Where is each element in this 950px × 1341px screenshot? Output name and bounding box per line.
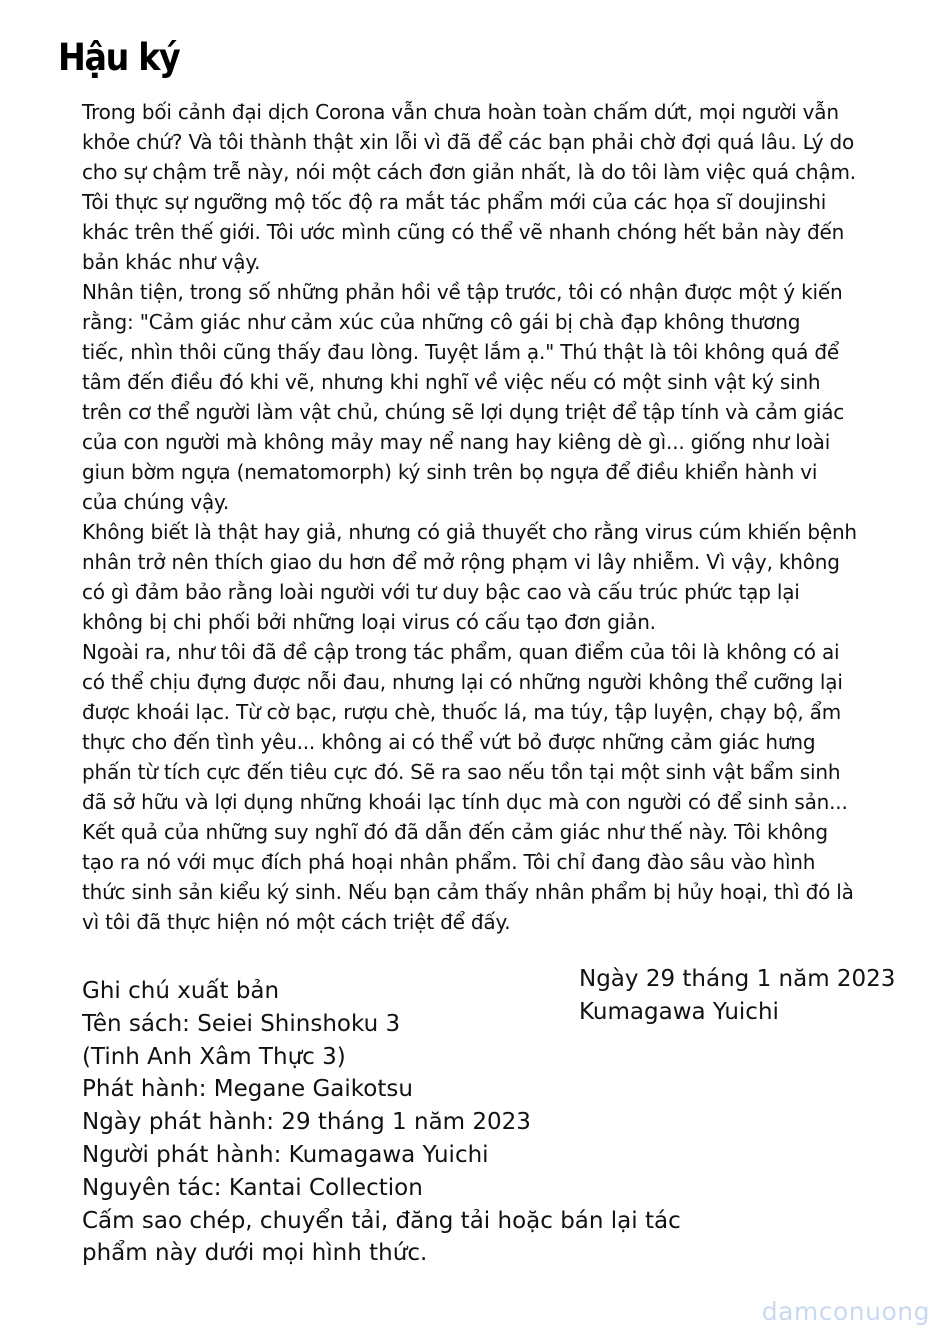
body-line: Kết quả của những suy nghĩ đó đã dẫn đến cảm giác như thế này. Tôi không bbox=[82, 820, 828, 844]
watermark: damconuong bbox=[761, 1297, 930, 1326]
notes-line: Người phát hành: Kumagawa Yuichi bbox=[82, 1141, 489, 1168]
body-line: bản khác như vậy. bbox=[82, 250, 261, 274]
body-line: Ngoài ra, như tôi đã đề cập trong tác phẩm, quan điểm của tôi là không có ai bbox=[82, 640, 840, 664]
body-line: có thể chịu đựng được nỗi đau, nhưng lại có những người không thể cưỡng lại bbox=[82, 670, 843, 694]
notes-line: Phát hành: Megane Gaikotsu bbox=[82, 1076, 413, 1103]
body-line: phấn từ tích cực đến tiêu cực đó. Sẽ ra sao nếu tồn tại một sinh vật bẩm sinh bbox=[82, 760, 841, 784]
body-line: rằng: "Cảm giác như cảm xúc của những cô gái bị chà đạp không thương bbox=[82, 310, 801, 334]
body-line: nhân trở nên thích giao du hơn để mở rộng phạm vi lây nhiễm. Vì vậy, không bbox=[82, 550, 840, 574]
body-line: của con người mà không mảy may nể nang hay kiêng dè gì... giống như loài bbox=[82, 430, 831, 454]
body-line: không bị chi phối bởi những loại virus có cấu tạo đơn giản. bbox=[82, 610, 656, 634]
body-line: giun bờm ngựa (nematomorph) ký sinh trên bọ ngựa để điều khiển hành vi bbox=[82, 460, 818, 484]
page-title: Hậu ký bbox=[58, 36, 180, 79]
body-line: vì tôi đã thực hiện nó một cách triệt để đấy. bbox=[82, 910, 511, 934]
body-line: trên cơ thể người làm vật chủ, chúng sẽ lợi dụng triệt để tập tính và cảm giác bbox=[82, 400, 845, 424]
body-line: thực cho đến tình yêu... không ai có thể vứt bỏ được những cảm giác hưng bbox=[82, 730, 816, 754]
afterword-body bbox=[82, 97, 912, 937]
body-line: khác trên thế giới. Tôi ước mình cũng có thể vẽ nhanh chóng hết bản này đến bbox=[82, 220, 845, 244]
notes-line: Ngày phát hành: 29 tháng 1 năm 2023 bbox=[82, 1109, 531, 1136]
body-line: thức sinh sản kiểu ký sinh. Nếu bạn cảm thấy nhân phẩm bị hủy hoại, thì đó là bbox=[82, 880, 854, 904]
body-line: cho sự chậm trễ này, nói một cách đơn giản nhất, là do tôi làm việc quá chậm. bbox=[82, 160, 856, 184]
body-line: đã sở hữu và lợi dụng những khoái lạc tính dục mà con người có để sinh sản... bbox=[82, 790, 848, 814]
notes-line: (Tinh Anh Xâm Thực 3) bbox=[82, 1043, 346, 1070]
publication-notes bbox=[82, 975, 681, 1270]
signature-date: Ngày 29 tháng 1 năm 2023 bbox=[579, 966, 896, 992]
notes-line: Tên sách: Seiei Shinshoku 3 bbox=[82, 1010, 401, 1037]
body-line: tâm đến điều đó khi vẽ, nhưng khi nghĩ về việc nếu có một sinh vật ký sinh bbox=[82, 370, 821, 394]
body-line: có gì đảm bảo rằng loài người với tư duy bậc cao và cấu trúc phức tạp lại bbox=[82, 580, 800, 604]
body-line: Trong bối cảnh đại dịch Corona vẫn chưa hoàn toàn chấm dứt, mọi người vẫn bbox=[82, 100, 839, 124]
body-line: của chúng vậy. bbox=[82, 490, 229, 514]
body-line: Không biết là thật hay giả, nhưng có giả thuyết cho rằng virus cúm khiến bệnh bbox=[82, 520, 857, 544]
body-line: tạo ra nó với mục đích phá hoại nhân phẩm. Tôi chỉ đang đào sâu vào hình bbox=[82, 850, 816, 874]
body-line: khỏe chứ? Và tôi thành thật xin lỗi vì đã để các bạn phải chờ đợi quá lâu. Lý do bbox=[82, 130, 855, 154]
body-line: Tôi thực sự ngưỡng mộ tốc độ ra mắt tác phẩm mới của các họa sĩ doujinshi bbox=[82, 190, 827, 214]
notes-heading: Ghi chú xuất bản bbox=[82, 978, 280, 1004]
body-line: Nhân tiện, trong số những phản hồi về tập trước, tôi có nhận được một ý kiến bbox=[82, 280, 843, 304]
notes-line: Cấm sao chép, chuyển tải, đăng tải hoặc bán lại tác bbox=[82, 1207, 681, 1234]
signature-author: Kumagawa Yuichi bbox=[579, 999, 779, 1025]
notes-line: Nguyên tác: Kantai Collection bbox=[82, 1174, 423, 1201]
body-line: tiếc, nhìn thôi cũng thấy đau lòng. Tuyệt lắm ạ." Thú thật là tôi không quá để bbox=[82, 340, 839, 364]
notes-line: phẩm này dưới mọi hình thức. bbox=[82, 1240, 428, 1267]
body-line: được khoái lạc. Từ cờ bạc, rượu chè, thuốc lá, ma túy, tập luyện, chạy bộ, ẩm bbox=[82, 700, 842, 724]
